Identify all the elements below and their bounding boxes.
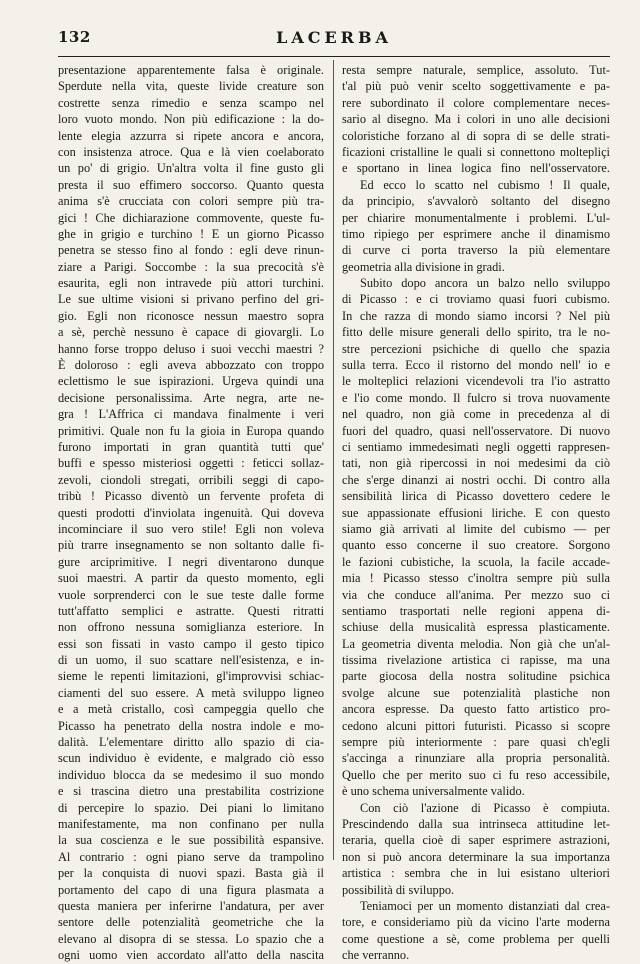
- text-line: parte giocosa della nostra solitudine psichica: [342, 669, 610, 684]
- text-line: zevoli, ciondoli stregati, orribili seggi di capo-: [58, 472, 324, 487]
- text-line: è uno schema universalmente valido.: [342, 784, 525, 799]
- text-line: la sua coscienza e le sue possibilità espansive.: [58, 833, 324, 848]
- text-line: costrette senza rimedio e senza scampo nel: [58, 95, 324, 110]
- text-line: di Picasso : e ci troviamo quasi fuori cubismo.: [342, 292, 610, 307]
- text-line: gio. Egli non riconosce nessun maestro sopra: [58, 308, 324, 323]
- text-line: suoi maestri. A partir da questo momento, egli: [58, 571, 324, 586]
- text-line: geometria alla divisione in gradi.: [342, 259, 505, 274]
- text-line: primitivi. Quale non fu la gioia in Europa quando: [58, 423, 324, 438]
- text-line: ogni uomo vien accordato all'atto della nascita: [58, 948, 324, 963]
- text-line: coloristiche forzano al di sopra di se delle strati-: [342, 128, 610, 143]
- text-line: manifestamente, ma non confinano per nulla: [58, 816, 324, 831]
- text-line: e sportano in linea logica fino nell'osservatore.: [342, 161, 610, 176]
- header-rule: [58, 56, 610, 57]
- text-line: loro vuoto mondo. Non più edificazione : la do-: [58, 112, 324, 127]
- text-line: eclettismo le sue ispirazioni. Urgeva quindi una: [58, 374, 324, 389]
- text-line: Prescindendo dalla sua intrinseca attitudine let-: [342, 816, 610, 831]
- text-line: sentore delle potenzialità geometriche che la: [58, 915, 324, 930]
- text-line: scun individuo è evidente, e malgrado ciò esso: [58, 751, 324, 766]
- text-line: Quello che per merito suo ci fu reso accessibile,: [342, 767, 610, 782]
- text-line: non offrono nessuna somiglianza esteriore. In: [58, 620, 324, 635]
- page-number: 132: [58, 28, 91, 46]
- text-line: via che conduce all'anima. Per mezzo suo ci: [342, 587, 610, 602]
- text-line: le fazioni cubistiche, la scuola, la facile accade-: [342, 554, 610, 569]
- column-divider: [333, 60, 334, 860]
- text-line: nel quadro, non già come in precedenza al di: [342, 407, 610, 422]
- text-line: questa maniera per inferirne l'andatura, per aver: [58, 898, 324, 913]
- text-line: svolge alcune sue potenzialità plastiche non: [342, 685, 610, 700]
- text-line: tribù ! Picasso diventò un fervente profeta di: [58, 489, 324, 504]
- text-line: buffi e spesso misteriosi oggetti : feticci sollaz-: [58, 456, 324, 471]
- text-line: individuo blocca da se medesimo il suo mondo: [58, 767, 324, 782]
- text-line: Ed ecco lo scatto nel cubismo ! Il quale,: [360, 177, 610, 192]
- text-line: con insistenza atroce. Qua e là vien coelaborato: [58, 144, 324, 159]
- text-line: ciamenti del suo essere. A metà sviluppo ligneo: [58, 685, 324, 700]
- text-line: schiuse della musicalità espressa plasticamente.: [342, 620, 610, 635]
- text-line: In che razza di mondo siamo incorsi ? Nel più: [342, 308, 610, 323]
- page-header: [58, 28, 610, 52]
- text-line: siamo già arrivati al limite del cubismo — per: [342, 521, 610, 536]
- text-line: fitto delle misure generali dello spirito, tra le no-: [342, 325, 610, 340]
- text-line: hanno forse troppo deluso i suoi vecchi maestri ?: [58, 341, 324, 356]
- text-line: come questione a sè, come problema per quelli: [342, 931, 610, 946]
- text-line: sario al disegno. Ma i colori in uno alle decisioni: [342, 112, 610, 127]
- text-line: ficazioni cristalline le quali si connettono moltepliçi: [342, 144, 610, 159]
- text-line: tutt'affatto semplici e astratte. Questi ritratti: [58, 603, 324, 618]
- text-line: tissima rivelazione artistica ci rapisse, ma una: [342, 653, 610, 668]
- text-line: dalità. L'elementare diritto allo spazio di cia-: [58, 735, 324, 750]
- text-line: e si trascina dietro una prestabilita costrizione: [58, 784, 324, 799]
- text-line: gure arciprimitive. I negri diventarono dunque: [58, 554, 324, 569]
- text-line: penetra se stesso fino al fondo : egli deve rinun-: [58, 243, 324, 258]
- text-line: incominciare il suo vero stile! Egli non voleva: [58, 521, 324, 536]
- text-line: portamento del capo di una figura plasmata a: [58, 882, 324, 897]
- text-line: esaurita, egli non intravede più attori turchini.: [58, 276, 324, 291]
- text-line: ghe in grigio e turchino ! E un giorno Picasso: [58, 226, 324, 241]
- text-line: da principio, s'avvalorò soltanto del disegno: [342, 194, 610, 209]
- text-line: a sè, perchè nessuno è capace di giovargli. Lo: [58, 325, 324, 340]
- text-line: È doloroso : egli aveva abbozzato con troppo: [58, 358, 324, 373]
- text-line: sulla terra. Ecco il ristorno del mondo nell' io e: [342, 358, 610, 373]
- text-line: rere subordinato il colore complementare neces-: [342, 95, 610, 110]
- text-line: gra ! L'Affrica ci mandava finalmente i veri: [58, 407, 324, 422]
- text-line: un po' di grigio. Un'altra volta il fine gusto gli: [58, 161, 324, 176]
- text-line: e l'io come mondo. Il fulcro si trova nuovamente: [342, 390, 610, 405]
- text-line: artistica : sembra che in lui esistano ulteriori: [342, 866, 610, 881]
- text-line: sentiamo trasportati nelle regioni appena di-: [342, 603, 610, 618]
- left-column: [58, 62, 324, 963]
- text-line: ci sentiamo immedesimati negli oggetti rappresen-: [342, 439, 610, 454]
- text-line: per la conquista di nuovi spazi. Basta già il: [58, 866, 324, 881]
- text-line: tore, e consideriamo più da vicino l'arte moderna: [342, 915, 610, 930]
- text-line: elevano al disopra di se stessa. Lo spazio che a: [58, 931, 324, 946]
- journal-title: LACERBA: [276, 28, 392, 47]
- text-line: sensibilità lirica di Picasso dovettero cedere le: [342, 489, 610, 504]
- text-line: non si può ancora determinare la sua importanza: [342, 849, 610, 864]
- text-line: tati, non già ripercossi in noi medesimi da ciò: [342, 456, 610, 471]
- text-line: Picasso ha penetrato della nostra indole e mo-: [58, 718, 324, 733]
- text-line: vuole sorprenderci con le sue teste dalle forme: [58, 587, 324, 602]
- text-line: Subito dopo ancora un balzo nello sviluppo: [360, 276, 610, 291]
- text-line: Al contrario : ogni piano serve da trampolino: [58, 849, 324, 864]
- text-line: sieme le repenti limitazioni, gl'improvvisi schiac-: [58, 669, 324, 684]
- text-line: di curve ci porta traverso la più elementare: [342, 243, 610, 258]
- text-line: questi prodotti d'inviolata ingenuità. Qui doveva: [58, 505, 324, 520]
- text-line: quanto esso concerne il suo creatore. Sorgono: [342, 538, 610, 553]
- text-line: di percepire lo spazio. Dei piani lo limitano: [58, 800, 324, 815]
- text-line: La geometria diventa melodia. Non già che un'al-: [342, 636, 610, 651]
- text-line: di un uomo, il suo scattare nell'esistenza, e in-: [58, 653, 324, 668]
- text-line: mia ! Picasso stesso c'inoltra sempre più sulla: [342, 571, 610, 586]
- text-line: gici ! Che dichiarazione commovente, queste fu-: [58, 210, 324, 225]
- text-line: teraria, quella cioè di saper esprimere astrazioni,: [342, 833, 610, 848]
- text-line: Teniamoci per un momento distanziati dal crea-: [360, 898, 610, 913]
- text-line: possibilità di sviluppo.: [342, 882, 455, 897]
- text-line: s'accinga a rinunziare alla propria personalità.: [342, 751, 610, 766]
- text-line: presta il suo effimero soccorso. Quanto questa: [58, 177, 324, 192]
- text-line: decisione personalissima. Arte negra, arte ne-: [58, 390, 324, 405]
- text-line: ziare a Parigi. Soccombe : la sua precocità s'è: [58, 259, 324, 274]
- text-line: ancora espresse. Da questo fatto artistico pro-: [342, 702, 610, 717]
- text-line: presentazione apparentemente falsa è originale.: [58, 63, 324, 77]
- text-line: le molteplici relazioni vicendevoli tra l'io astratto: [342, 374, 610, 389]
- text-line: che s'erge dinanzi ai nostri occhi. Di contro alla: [342, 472, 610, 487]
- text-line: per chiarire monumentalmente i problemi. L'ul-: [342, 210, 610, 225]
- text-line: sempre più interiormente : pare quasi ch'egli: [342, 735, 610, 750]
- right-column: [342, 62, 610, 963]
- text-line: che verranno.: [342, 948, 410, 963]
- text-line: lente elegia azzurra si ripete ancora e ancora,: [58, 128, 324, 143]
- text-line: fuori del quadro, quasi nell'osservatore. Di nuovo: [342, 423, 610, 438]
- text-line: Sperdute nella vita, queste livide creature son: [58, 79, 324, 94]
- text-line: resta sempre naturale, semplice, assoluto. Tut-: [342, 63, 610, 77]
- text-line: stre percezioni psichiche di quello che spazia: [342, 341, 610, 356]
- text-line: cedono alcuni pittori futuristi. Picasso si scopre: [342, 718, 610, 733]
- text-line: t'al più può venir scelto soggettivamente e pa-: [342, 79, 610, 94]
- text-line: Le sue ultime visioni si privano perfino del gri-: [58, 292, 324, 307]
- text-line: essi son fissati in vasto campo il gesto tipico: [58, 636, 324, 651]
- text-line: furono importati in gran quantità tutti que': [58, 439, 324, 454]
- text-line: Con ciò l'azione di Picasso è compiuta.: [360, 800, 610, 815]
- text-line: timo ripiego per esprimere anche il dinamismo: [342, 226, 610, 241]
- text-line: più trarre insegnamento se non soltanto dalle fi-: [58, 538, 324, 553]
- text-line: sue appassionate effusioni liriche. E con questo: [342, 505, 610, 520]
- text-line: e a metà cristallo, così campeggia quello che: [58, 702, 324, 717]
- text-line: anima s'è crucciata con colori sempre più tra-: [58, 194, 324, 209]
